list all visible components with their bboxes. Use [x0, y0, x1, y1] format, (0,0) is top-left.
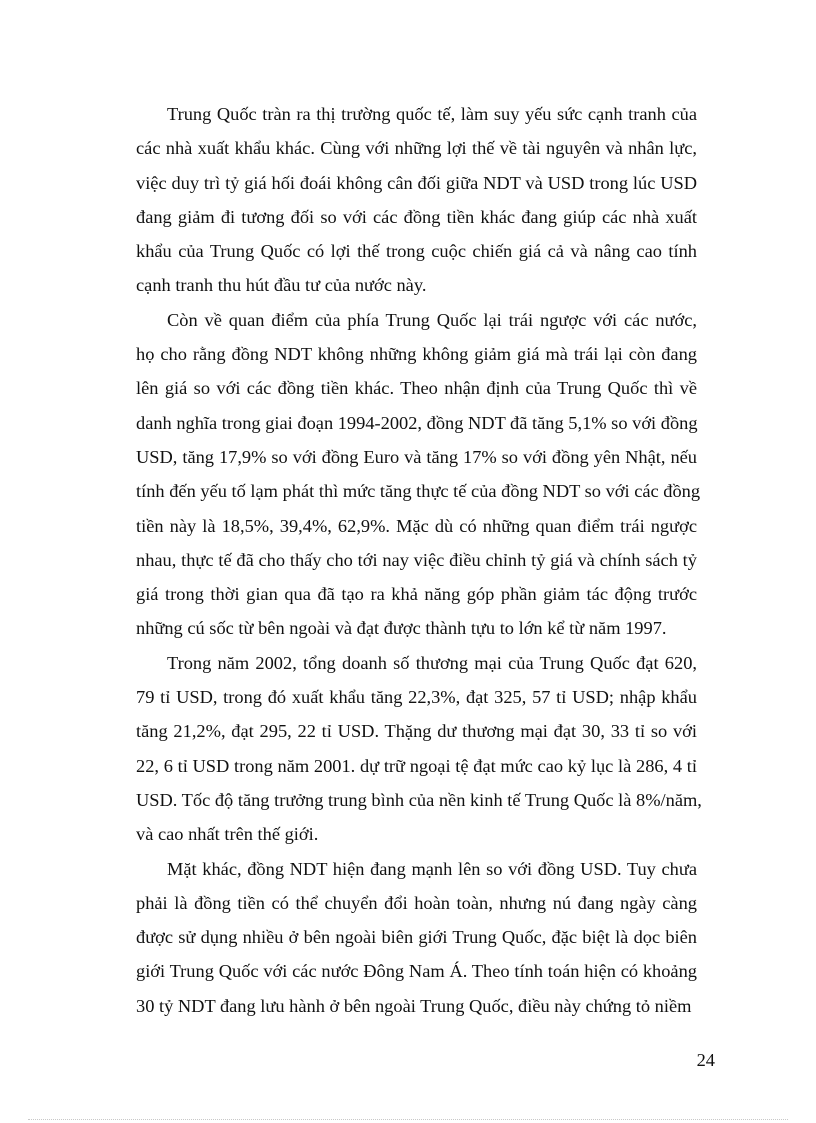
text-line: cạnh tranh thu hút đầu tư của nước này. — [136, 275, 427, 296]
text-line: giá trong thời gian qua đã tạo ra khả năng góp phần giảm tác động trước — [136, 584, 697, 605]
paragraph-2 — [136, 303, 701, 646]
text-line: nhau, thực tế đã cho thấy cho tới nay việc điều chỉnh tỷ giá và chính sách tỷ — [136, 549, 697, 570]
text-line: danh nghĩa trong giai đoạn 1994-2002, đồng NDT đã tăng 5,1% so với đồng — [136, 412, 698, 433]
text-line: và cao nhất trên thế giới. — [136, 824, 319, 845]
text-line: Trong năm 2002, tổng doanh số thương mại của Trung Quốc đạt 620, — [167, 652, 697, 673]
text-line: 30 tỷ NDT đang lưu hành ở bên ngoài Trung Quốc, điều này chứng tỏ niềm — [136, 995, 692, 1016]
text-line: việc duy trì tỷ giá hối đoái không cân đối giữa NDT và USD trong lúc USD — [136, 172, 697, 193]
text-line: Mặt khác, đồng NDT hiện đang mạnh lên so với đồng USD. Tuy chưa — [167, 858, 697, 879]
text-line: tính đến yếu tố lạm phát thì mức tăng thực tế của đồng NDT so với các đồng — [136, 481, 701, 502]
page-bottom-divider — [28, 1119, 788, 1120]
text-line: tiền này là 18,5%, 39,4%, 62,9%. Mặc dù có những quan điểm trái ngược — [136, 515, 697, 536]
paragraph-1 — [136, 97, 697, 303]
text-line: 22, 6 tỉ USD trong năm 2001. dự trữ ngoại tệ đạt mức cao kỷ lục là 286, 4 tỉ — [136, 755, 697, 776]
text-line: Trung Quốc tràn ra thị trường quốc tế, làm suy yếu sức cạnh tranh của — [167, 104, 697, 124]
text-line: được sử dụng nhiều ở bên ngoài biên giới Trung Quốc, đặc biệt là dọc biên — [136, 927, 697, 948]
page-number: 24 — [696, 1050, 715, 1070]
text-line: 79 tỉ USD, trong đó xuất khẩu tăng 22,3%, đạt 325, 57 tỉ USD; nhập khẩu — [136, 687, 697, 708]
paragraph-4 — [136, 852, 697, 1023]
text-line: những cú sốc từ bên ngoài và đạt được thành tựu to lớn kể từ năm 1997. — [136, 618, 667, 639]
text-line: khẩu của Trung Quốc có lợi thế trong cuộc chiến giá cả và nâng cao tính — [136, 241, 697, 262]
text-line: các nhà xuất khẩu khác. Cùng với những lợi thế về tài nguyên và nhân lực, — [136, 138, 697, 159]
body-text — [136, 97, 702, 1023]
text-line: USD, tăng 17,9% so với đồng Euro và tăng 17% so với đồng yên Nhật, nếu — [136, 446, 697, 467]
text-line: Còn về quan điểm của phía Trung Quốc lại trái ngược với các nước, — [167, 309, 697, 330]
text-line: đang giảm đi tương đối so với các đồng tiền khác đang giúp các nhà xuất — [136, 206, 697, 227]
text-line: lên giá so với các đồng tiền khác. Theo nhận định của Trung Quốc thì về — [136, 378, 697, 399]
text-line: USD. Tốc độ tăng trưởng trung bình của nền kinh tế Trung Quốc là 8%/năm, — [136, 789, 702, 810]
text-line: tăng 21,2%, đạt 295, 22 tỉ USD. Thặng dư thương mại đạt 30, 33 tỉ so với — [136, 721, 697, 742]
text-line: họ cho rằng đồng NDT không những không giảm giá mà trái lại còn đang — [136, 344, 697, 365]
paragraph-3 — [136, 646, 702, 852]
text-line: phải là đồng tiền có thể chuyển đổi hoàn toàn, nhưng nú đang ngày càng — [136, 892, 697, 913]
text-line: giới Trung Quốc với các nước Đông Nam Á. Theo tính toán hiện có khoảng — [136, 961, 697, 982]
